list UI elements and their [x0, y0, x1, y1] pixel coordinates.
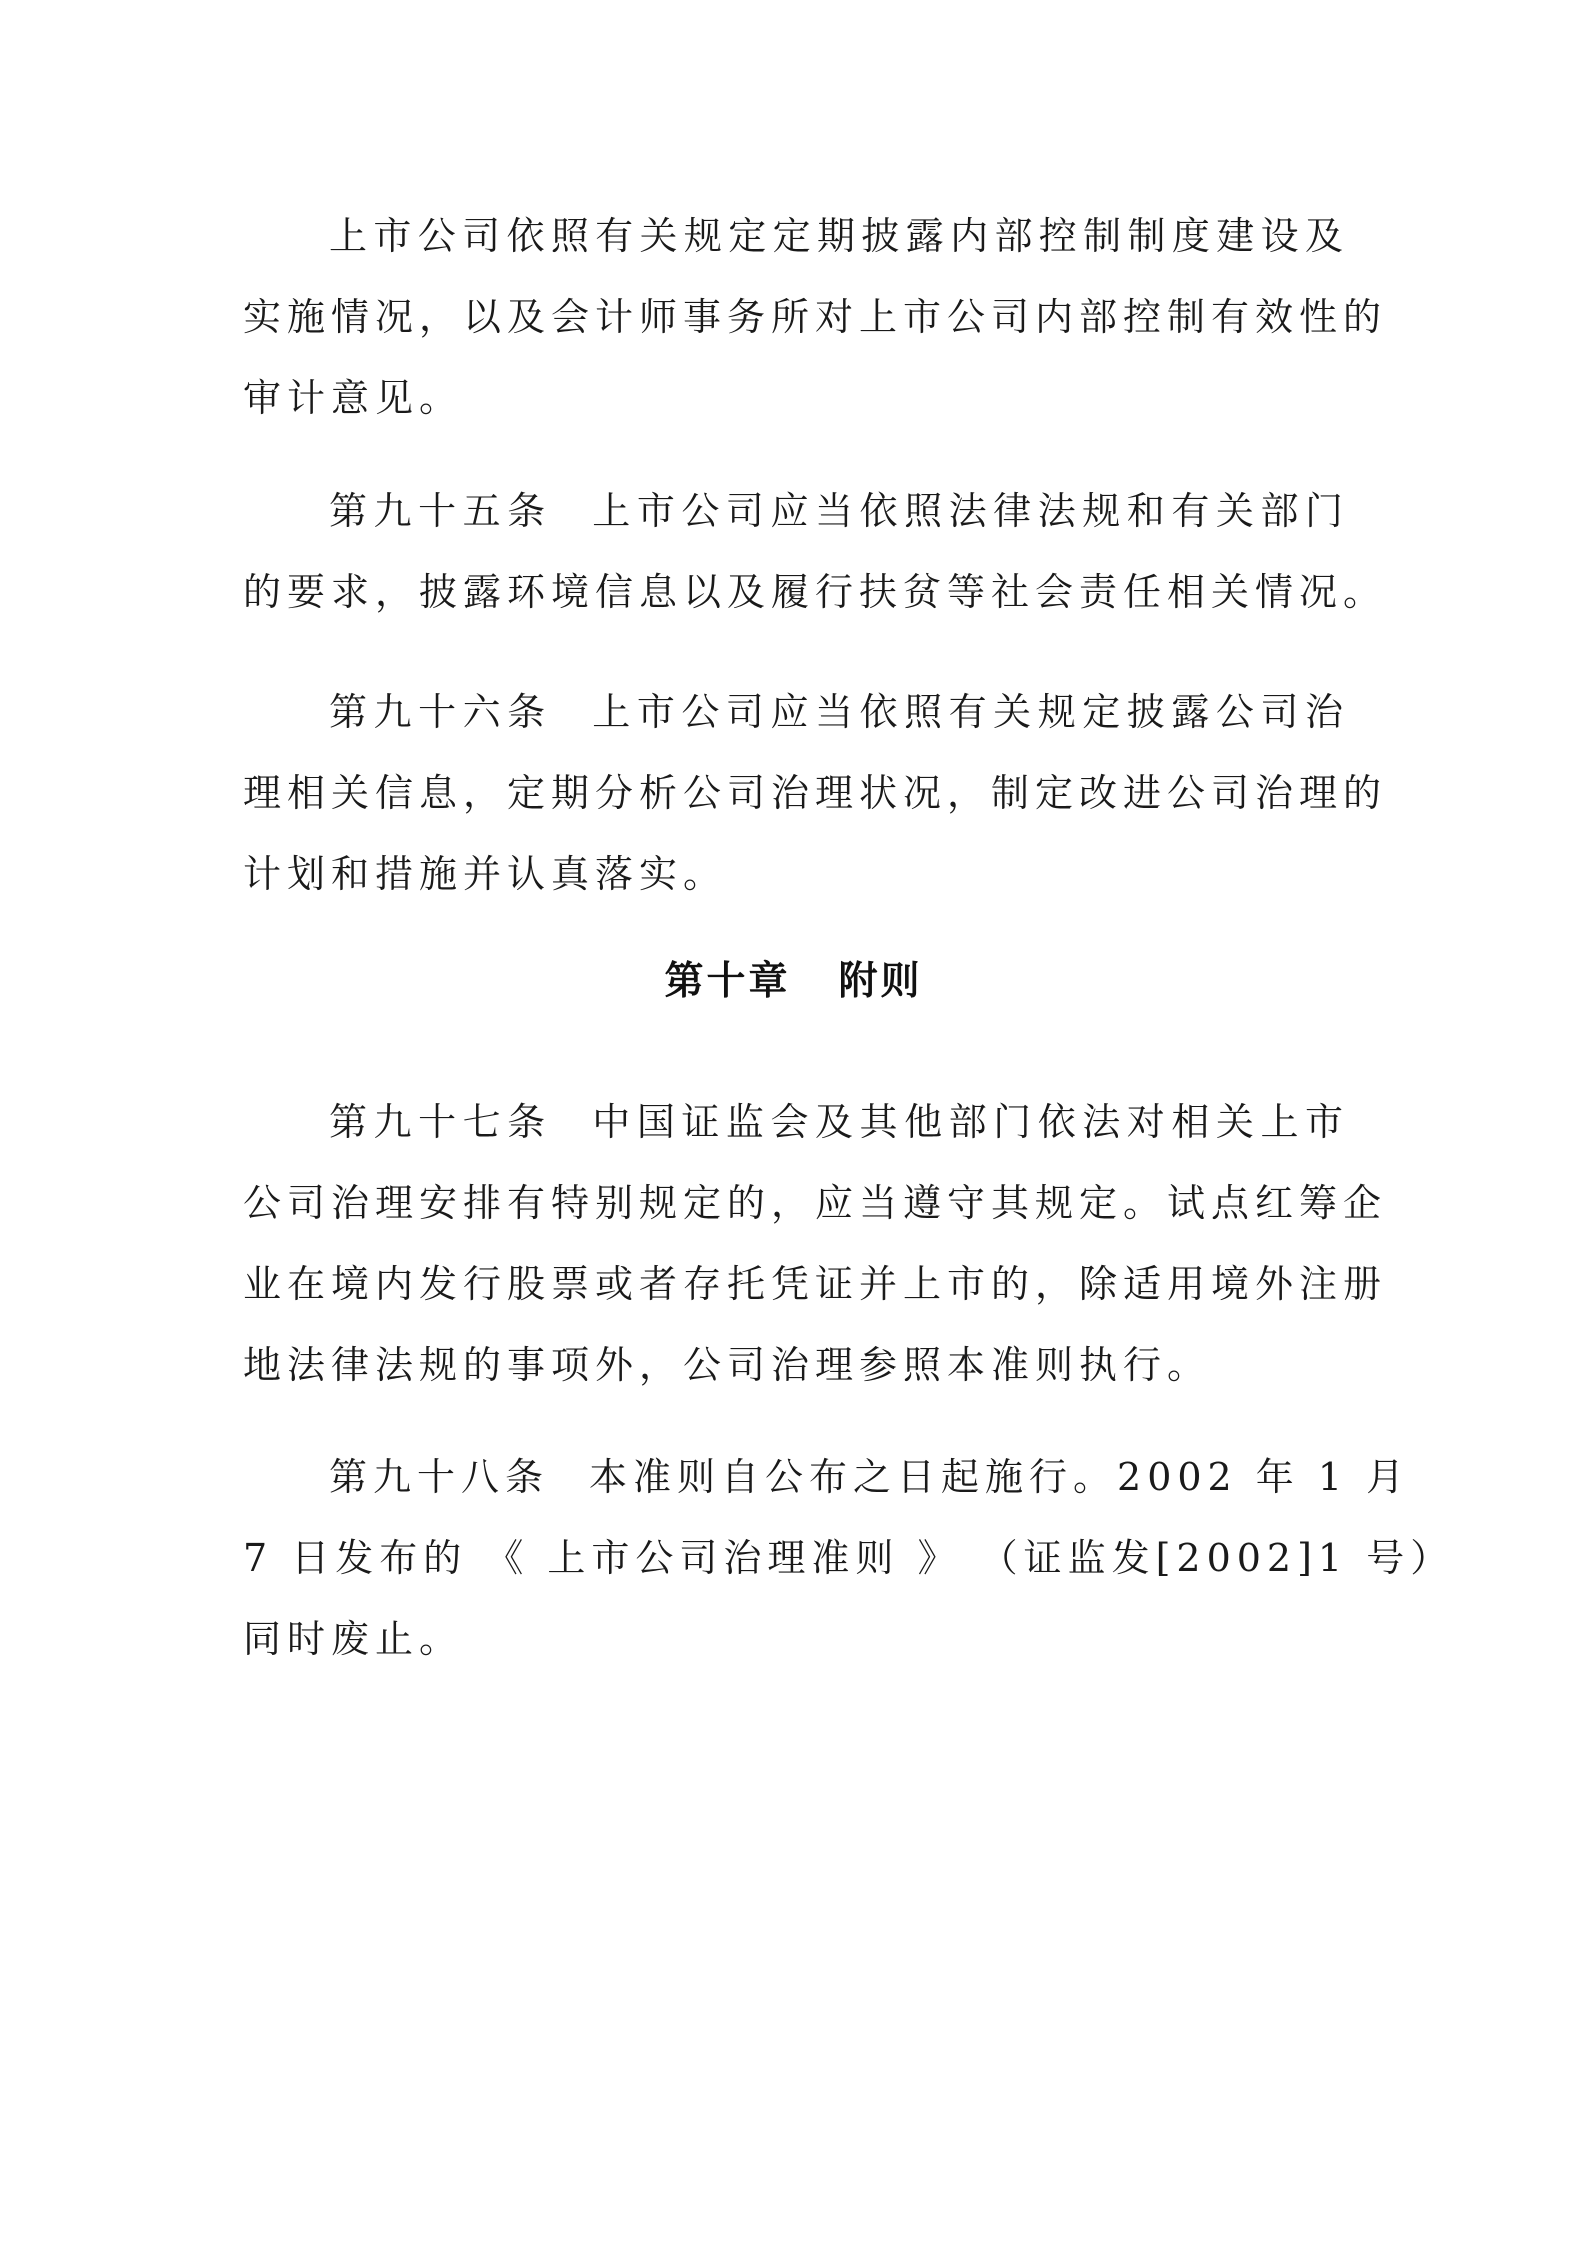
text-line — [243, 471, 1349, 552]
text-line: 理相关信息，定期分析公司治理状况，制定改进公司治理的 — [243, 771, 1388, 815]
text-line — [243, 1082, 1349, 1163]
text-line — [243, 1437, 1411, 1518]
text-line: 审计意见。 — [243, 376, 464, 420]
chapter-heading — [0, 950, 1587, 1006]
paragraph-internal-control — [243, 196, 1388, 439]
text-line: 地法律法规的事项外，公司治理参照本准则执行。 — [243, 1343, 1212, 1387]
article-98 — [243, 1437, 1455, 1680]
text-line — [243, 672, 1349, 753]
article-95 — [243, 471, 1388, 633]
article-97 — [243, 1082, 1388, 1406]
chapter-number: 第十章 — [664, 959, 791, 1004]
text-line: 实施情况，以及会计师事务所对上市公司内部控制有效性的 — [243, 295, 1388, 339]
article-number: 第九十七条 — [329, 1100, 552, 1144]
article-number: 第九十六条 — [329, 690, 552, 734]
text-line: 公司治理安排有特别规定的，应当遵守其规定。试点红筹企 — [243, 1181, 1388, 1225]
article-text: 本准则自公布之日起施行。2002 年 1 月 — [589, 1455, 1411, 1499]
article-text: 上市公司应当依照有关规定披露公司治 — [591, 690, 1349, 734]
chapter-title: 附则 — [838, 959, 923, 1004]
article-text: 上市公司应当依照法律法规和有关部门 — [591, 489, 1349, 533]
article-96 — [243, 672, 1388, 915]
text-line: 7 日发布的 《 上市公司治理准则 》 （证监发[2002]1 号） — [243, 1536, 1455, 1580]
article-number: 第九十五条 — [329, 489, 552, 533]
text-line: 同时废止。 — [243, 1617, 464, 1661]
text-line: 业在境内发行股票或者存托凭证并上市的，除适用境外注册 — [243, 1262, 1388, 1306]
text-line: 计划和措施并认真落实。 — [243, 852, 728, 896]
article-text: 中国证监会及其他部门依法对相关上市 — [591, 1100, 1349, 1144]
text-line: 上市公司依照有关规定定期披露内部控制制度建设及 — [329, 214, 1349, 258]
article-number: 第九十八条 — [329, 1455, 550, 1499]
text-line: 的要求，披露环境信息以及履行扶贫等社会责任相关情况。 — [243, 570, 1388, 614]
